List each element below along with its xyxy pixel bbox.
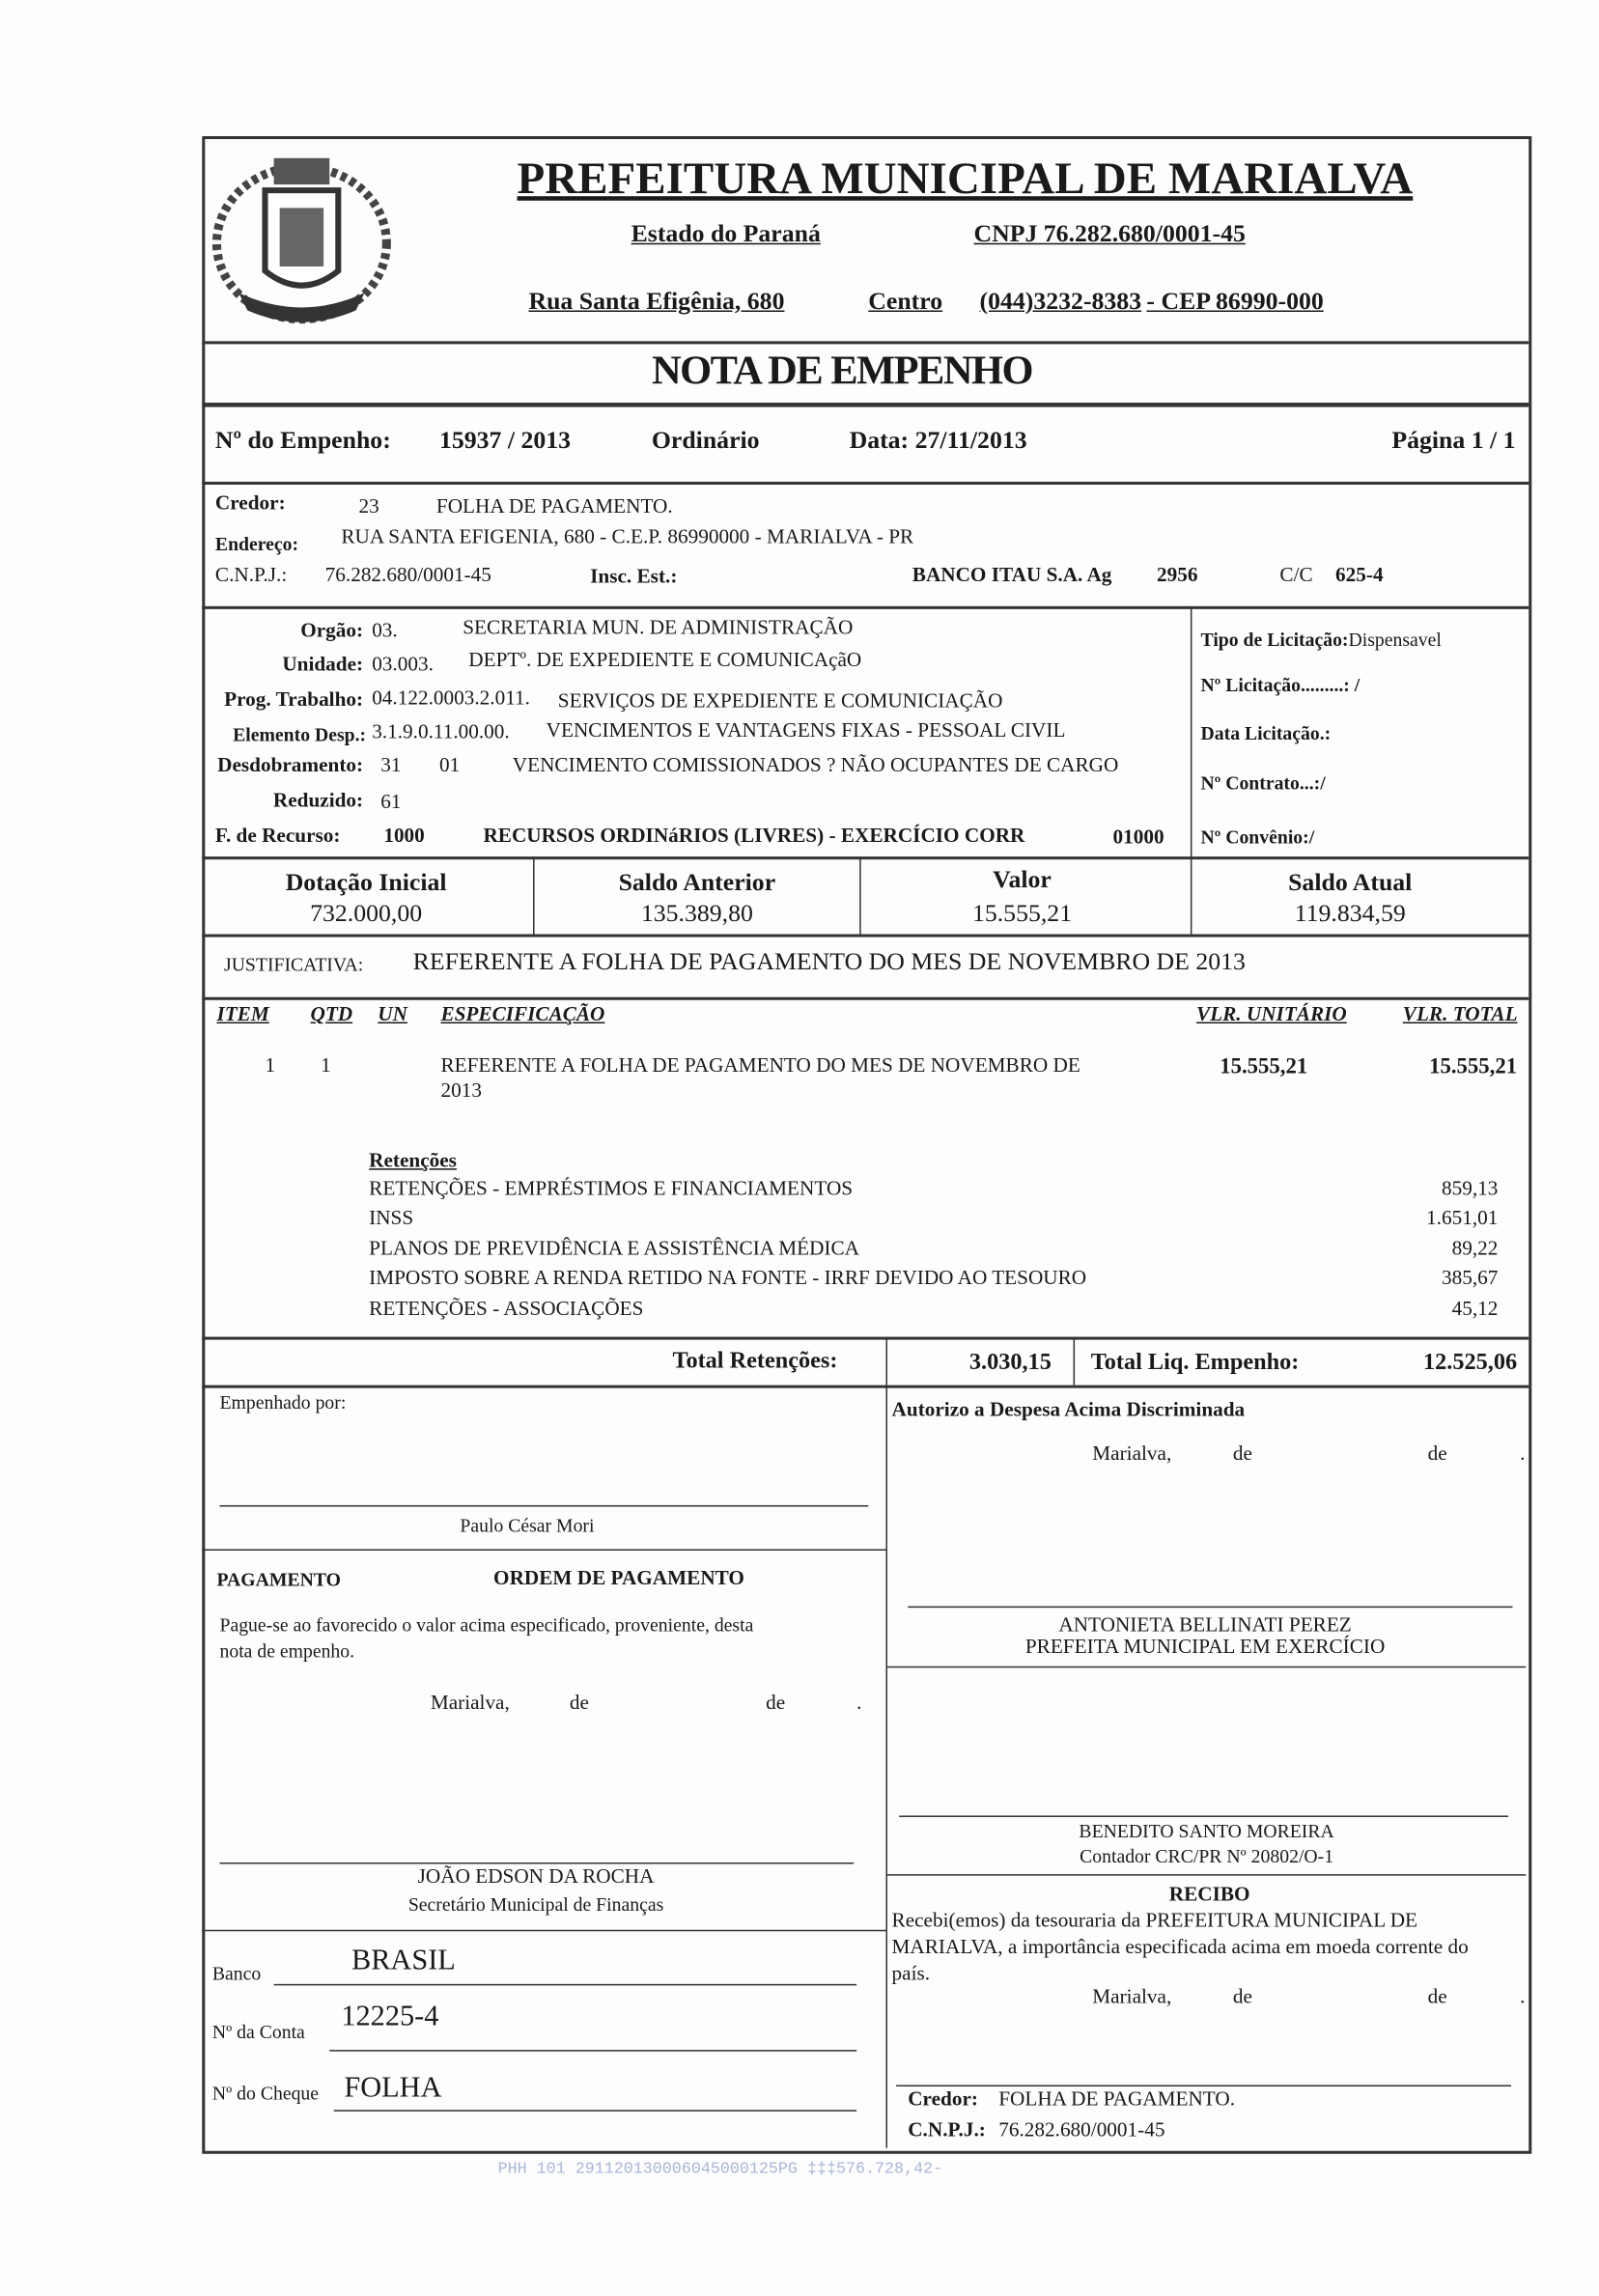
item-total-value: 15.555,21 [1429, 1055, 1518, 1079]
empenhado-name: Paulo César Mori [460, 1514, 595, 1536]
valor-value: 15.555,21 [971, 899, 1073, 927]
date-de: de [1427, 1443, 1447, 1467]
municipality-cnpj: CNPJ 76.282.680/0001-45 [973, 219, 1246, 248]
field-line [334, 2110, 856, 2112]
empenhado-por-label: Empenhado por: [219, 1390, 347, 1414]
elemento-name: VENCIMENTOS E VANTAGENS FIXAS - PESSOAL CIVIL [546, 720, 1066, 742]
divider [202, 403, 1529, 407]
desdobramento-code: 31 [380, 755, 402, 778]
conta-label: Nº da Conta [211, 2020, 305, 2043]
retencoes-title: Retenções [369, 1150, 457, 1173]
retencao-value: 859,13 [1441, 1178, 1499, 1201]
city-date-city: Marialva, [1092, 1986, 1172, 2009]
phone: (044)3232-8383 [979, 287, 1142, 316]
prog-trabalho-label: Prog. Trabalho: [224, 689, 364, 713]
recurso-name: RECURSOS ORDINáRIOS (LIVRES) - EXERCÍCIO CORR [483, 826, 1025, 849]
recibo-text: Recebi(emos) da tesouraria da PREFEITURA MUNICIPAL DE [891, 1911, 1418, 1933]
col-especificacao: ESPECIFICAÇÃO [440, 1004, 605, 1027]
saldo-atual-value: 119.834,59 [1294, 899, 1406, 927]
col-qtd: QTD [310, 1004, 353, 1027]
recibo-credor-label: Credor: [908, 2089, 978, 2112]
total-retencoes-value: 3.030,15 [968, 1350, 1052, 1375]
recurso-label: F. de Recurso: [214, 826, 341, 849]
recibo-cnpj: 76.282.680/0001-45 [998, 2119, 1165, 2142]
divider [202, 606, 1529, 609]
signature-line [219, 1505, 868, 1507]
credor-address: RUA SANTA EFIGENIA, 680 - C.E.P. 86990000 - MARIALVA - PR [341, 526, 914, 549]
retencao-label: RETENÇÕES - EMPRÉSTIMOS E FINANCIAMENTOS [369, 1178, 854, 1201]
item-number: 1 [265, 1055, 276, 1078]
recibo-cnpj-label: C.N.P.J.: [908, 2119, 986, 2142]
data-licitacao: Data Licitação.: [1200, 721, 1332, 744]
prog-trabalho-name: SERVIÇOS DE EXPEDIENTE E COMUNICIAÇÃO [557, 690, 1003, 714]
divider [202, 341, 1529, 344]
orgao-code: 03. [372, 620, 398, 643]
unidade-label: Unidade: [282, 654, 364, 677]
saldo-atual-label: Saldo Atual [1288, 868, 1413, 897]
recurso-code-2: 01000 [1112, 826, 1164, 850]
signature-line [219, 1862, 854, 1864]
tipo-licitacao [1201, 629, 1442, 652]
signature-line [896, 2085, 1511, 2086]
credor-cnpj: 76.282.680/0001-45 [324, 565, 491, 588]
desdobramento-subcode: 01 [438, 755, 461, 778]
elemento-code: 3.1.9.0.11.00.00. [372, 721, 510, 744]
item-unit-value: 15.555,21 [1220, 1055, 1308, 1079]
dotacao-inicial-label: Dotação Inicial [285, 868, 447, 897]
retencao-label: INSS [369, 1208, 414, 1230]
numero-contrato: Nº Contrato...:/ [1200, 771, 1326, 794]
recibo-title: RECIBO [1168, 1884, 1250, 1907]
recibo-text-end: país. [891, 1963, 931, 1986]
prog-trabalho-code: 04.122.0003.2.011. [372, 687, 530, 711]
municipal-coat-of-arms-logo [210, 147, 396, 330]
divider [533, 856, 535, 934]
total-retencoes-label: Total Retenções: [672, 1348, 838, 1374]
item-qtd: 1 [321, 1055, 331, 1078]
recurso-code: 1000 [383, 826, 425, 849]
justificativa-label: JUSTIFICATIVA: [224, 953, 364, 975]
state-label: Estado do Paraná [631, 219, 821, 248]
field-line [274, 1984, 857, 1986]
pagamento-text: Pague-se ao favorecido o valor acima especificado, proveniente, desta [219, 1613, 754, 1636]
ordem-pagamento-title: ORDEM DE PAGAMENTO [493, 1568, 744, 1590]
empenho-type: Ordinário [651, 426, 760, 455]
item-spec: REFERENTE A FOLHA DE PAGAMENTO DO MES DE NOVEMBRO DE [440, 1055, 1080, 1078]
municipality-title: PREFEITURA MUNICIPAL DE MARIALVA [517, 152, 1414, 204]
divider [202, 997, 1529, 1000]
tipo-licitacao-label: Tipo de Licitação: [1200, 628, 1349, 651]
credor-label: Credor: [214, 493, 286, 516]
date-de: de [1427, 1986, 1447, 2009]
divider [202, 856, 1529, 859]
cc-number: 625-4 [1335, 565, 1384, 588]
signature-line [908, 1607, 1512, 1609]
col-valor-unitario: VLR. UNITÁRIO [1195, 1004, 1347, 1027]
reduzido-value: 61 [380, 792, 402, 815]
total-liquido-label: Total Liq. Empenho: [1090, 1350, 1300, 1375]
item-spec-cont: 2013 [440, 1080, 482, 1103]
unidade-code: 03.003. [372, 654, 434, 677]
pagamento-text-cont: nota de empenho. [219, 1639, 355, 1663]
retencao-label: IMPOSTO SOBRE A RENDA RETIDO NA FONTE - IRRF DEVIDO AO TESOURO [369, 1268, 1087, 1291]
retencao-value: 1.651,01 [1426, 1208, 1499, 1230]
insc-est-label: Insc. Est.: [590, 566, 678, 589]
pagamento-label: PAGAMENTO [216, 1568, 341, 1590]
col-item: ITEM [216, 1004, 269, 1027]
date-dot: . [1520, 1443, 1526, 1467]
divider [885, 1337, 887, 2148]
orgao-name: SECRETARIA MUN. DE ADMINISTRAÇÃO [463, 617, 854, 640]
date-de: de [569, 1693, 589, 1715]
retencao-value: 89,22 [1451, 1238, 1499, 1261]
numero-convenio: Nº Convênio:/ [1200, 826, 1315, 849]
recibo-credor: FOLHA DE PAGAMENTO. [998, 2089, 1236, 2112]
bank-agency: 2956 [1157, 565, 1198, 588]
elemento-label: Elemento Desp.: [233, 723, 367, 745]
address: Rua Santa Efigênia, 680 [528, 287, 785, 316]
dotacao-inicial-value: 732.000,00 [310, 899, 423, 927]
page-number: Página 1 / 1 [1391, 426, 1516, 455]
contador-role: Contador CRC/PR Nº 20802/O-1 [1080, 1844, 1334, 1867]
date-de: de [1232, 1986, 1252, 2009]
signature-line [899, 1815, 1508, 1817]
col-valor-total: VLR. TOTAL [1402, 1004, 1518, 1027]
reduzido-label: Reduzido: [272, 790, 364, 813]
divider [1074, 1337, 1076, 1386]
bank-authentication-stamp: PHH 101 291120130006045000125PG ‡‡‡576.728,42- [497, 2161, 943, 2179]
contador-name: BENEDITO SANTO MOREIRA [1079, 1820, 1334, 1842]
divider [1191, 606, 1192, 935]
cheque-label: Nº do Cheque [211, 2082, 320, 2105]
numero-licitacao: Nº Licitação.........: / [1200, 673, 1361, 696]
district: Centro [868, 287, 943, 316]
prefeita-role: PREFEITA MUNICIPAL EM EXERCÍCIO [1024, 1637, 1386, 1660]
tipo-licitacao-value: Dispensavel [1348, 628, 1442, 651]
retencao-value: 385,67 [1441, 1268, 1499, 1291]
city-date-city: Marialva, [1092, 1443, 1172, 1467]
banco-label: Banco [211, 1962, 262, 1984]
document-title: NOTA DE EMPENHO [651, 348, 1033, 394]
divider [202, 1386, 1529, 1388]
orgao-label: Orgão: [300, 620, 364, 643]
empenho-date: Data: 27/11/2013 [849, 426, 1027, 455]
address-label: Endereço: [214, 533, 299, 555]
cnpj-label: C.N.P.J.: [214, 565, 288, 588]
bank-name: BANCO ITAU S.A. Ag [912, 565, 1112, 588]
autorizo-label: Autorizo a Despesa Acima Discriminada [891, 1399, 1246, 1422]
credor-name: FOLHA DE PAGAMENTO. [435, 496, 673, 518]
retencao-label: RETENÇÕES - ASSOCIAÇÕES [369, 1299, 644, 1321]
divider [885, 1874, 1526, 1876]
empenho-number: 15937 / 2013 [438, 426, 572, 455]
justificativa-text: REFERENTE A FOLHA DE PAGAMENTO DO MES DE NOVEMBRO DE 2013 [412, 947, 1246, 975]
city-date-city: Marialva, [430, 1693, 510, 1715]
credor-code: 23 [358, 496, 379, 518]
date-dot: . [856, 1693, 862, 1715]
divider [202, 1549, 885, 1551]
banco-value: BRASIL [351, 1944, 456, 1977]
saldo-anterior-value: 135.389,80 [640, 899, 753, 927]
recibo-text-cont: MARIALVA, a importância especificada acima em moeda corrente do [891, 1937, 1469, 1960]
divider [885, 1666, 1526, 1668]
retencao-label: PLANOS DE PREVIDÊNCIA E ASSISTÊNCIA MÉDICA [369, 1238, 859, 1261]
date-dot: . [1520, 1986, 1526, 2009]
divider [202, 482, 1529, 485]
divider [202, 1337, 1529, 1340]
field-line [329, 2050, 856, 2052]
cep: - CEP 86990-000 [1146, 287, 1324, 316]
empenho-number-label: Nº do Empenho: [214, 426, 391, 455]
divider [202, 935, 1529, 938]
saldo-anterior-label: Saldo Anterior [618, 868, 776, 897]
cheque-value: FOLHA [344, 2071, 442, 2105]
cc-label: C/C [1279, 565, 1313, 588]
valor-label: Valor [993, 865, 1052, 894]
unidade-name: DEPTº. DE EXPEDIENTE E COMUNICAçãO [468, 650, 862, 673]
secretario-role: Secretário Municipal de Finanças [407, 1892, 664, 1916]
col-un: UN [378, 1004, 407, 1027]
divider [202, 1930, 885, 1932]
prefeita-name: ANTONIETA BELLINATI PEREZ [1058, 1614, 1352, 1638]
date-de: de [766, 1693, 786, 1715]
conta-value: 12225-4 [341, 2000, 439, 2032]
date-de: de [1232, 1443, 1252, 1467]
total-liquido-value: 12.525,06 [1423, 1350, 1518, 1375]
secretario-name: JOÃO EDSON DA ROCHA [417, 1866, 655, 1890]
desdobramento-name: VENCIMENTO COMISSIONADOS ? NÃO OCUPANTES DE CARGO [512, 755, 1119, 778]
divider [859, 856, 861, 934]
retencao-value: 45,12 [1451, 1299, 1499, 1321]
desdobramento-label: Desdobramento: [217, 755, 364, 778]
